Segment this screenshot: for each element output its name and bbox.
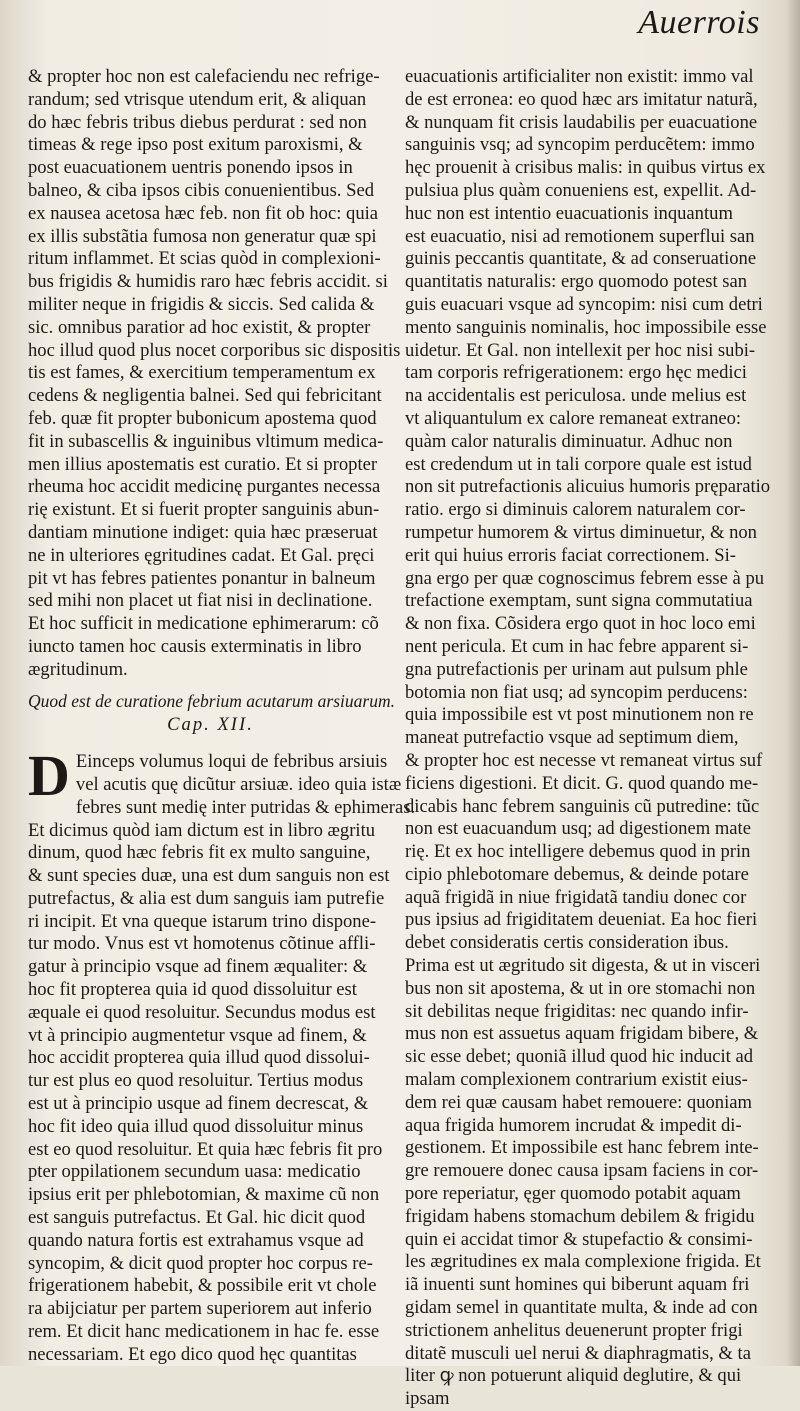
page-edge-shadow — [786, 0, 800, 1366]
text-line: rię. Et ex hoc intelligere debemus quod in prin — [405, 841, 751, 863]
text-line: hoc illud quod plus nocet corporibus sic dispositis — [28, 339, 401, 361]
text-line: pter oppilationem secundum uasa: medicatio — [28, 1161, 361, 1183]
text-line: euacuationis artificialiter non existit: immo val — [405, 66, 754, 87]
text-line: ægritudinum. — [28, 658, 128, 680]
text-line: uidetur. Et Gal. non intellexit per hoc nisi subi- — [405, 339, 756, 361]
text-line: syncopim, & dicit quod propter hoc corpus re- — [28, 1252, 373, 1274]
text-line: quantitatis naturalis: ergo quomodo potest san — [405, 271, 748, 293]
text-line: tam corporis refrigerationem: ergo hęc medici — [405, 362, 747, 384]
text-line: na accidentalis est periculosa. unde melius est — [405, 385, 747, 407]
text-line: balneo, & ciba ipsos cibis conuenientibus. Sed — [28, 179, 374, 201]
text-line: æquale ei quod resoluitur. Secundus modus est — [28, 1001, 376, 1023]
text-line: ipsam — [405, 1388, 450, 1410]
text-line: tur modo. Vnus est vt homotenus cõtinue affli- — [28, 933, 376, 955]
text-line: & propter hoc non est calefaciendu nec refrige- — [28, 66, 380, 87]
text-line: tur est plus eo quod resoluitur. Tertius modus — [28, 1070, 364, 1092]
chapter-body — [28, 743, 416, 1367]
text-line: liter ꝙ non potuerunt aliquid deglutire, & qui — [405, 1365, 742, 1387]
text-line: ritum inflammet. Et scias quòd in complexioni- — [28, 248, 381, 270]
text-line: iuncto tamen hoc causis exterminatis in libro — [28, 635, 362, 657]
text-line: rumpetur humorem & virtus diminuetur, & non — [405, 521, 757, 543]
chapter-number: Cap. XII. — [167, 714, 254, 736]
text-line: & propter hoc est necesse vt remaneat virtus suf — [405, 749, 763, 771]
text-line: Einceps volumus loqui de febribus arsiuis — [75, 751, 388, 773]
text-line: ratio. ergo si diminuis calorem naturalem cor- — [405, 499, 746, 521]
text-line: erit qui huius erroris faciat correctionem. Si- — [405, 544, 736, 566]
text-line: & nunquam fit crisis laudabilis per euacuatione — [405, 111, 758, 133]
text-line: est eo quod resoluitur. Et quia hæc febris fit pro — [28, 1138, 383, 1160]
text-line: hęc prouenit à crisibus malis: in quibus virtus ex — [405, 157, 766, 179]
text-line: fit in subascellis & inguinibus vltimum medica- — [28, 430, 384, 452]
text-line: febres sunt medię inter putridas & ephimeras. — [75, 796, 416, 818]
text-line: vel acutis quę dicũtur arsiuæ. ideo quia istæ — [75, 773, 402, 795]
text-line: vt aliquantulum ex calore remaneat extraneo: — [405, 407, 742, 429]
text-line: men illius apostematis est curatio. Et si propter — [28, 453, 378, 475]
text-line: tis est fames, & exercitium temperamentum ex — [28, 362, 376, 384]
text-line: rheuma hoc accidit medicinę purgantes necessa — [28, 476, 381, 498]
text-line: est ut à principio usque ad finem decrescat, & — [28, 1093, 369, 1115]
text-line: putrefactus, & alia est dum sanguis iam putrefie — [28, 887, 385, 909]
text-line: sed mihi non placet ut fiat nisi in declinatione. — [28, 590, 373, 612]
text-line: timeas & rege ipso post exitum paroxismi, & — [28, 134, 363, 156]
text-line: cedens & negligentia balnei. Sed qui febricitant — [28, 385, 382, 407]
text-line: gna ergo per quæ cognoscimus febrem esse à pu — [405, 567, 765, 589]
text-line: gna putrefactionis per urinam aut pulsum phle — [405, 658, 748, 680]
text-line: dantiam minutione indiget: quia hæc præseruat — [28, 521, 378, 543]
text-line: quando natura fortis est extrahamus vsque ad — [28, 1229, 364, 1251]
text-line: ex illis substãtia fumosa non generatur quæ spi — [28, 225, 377, 247]
text-line: non sit putrefactionis alicuius humoris pręparatio — [405, 476, 771, 498]
text-line: est euacuatio, nisi ad remotionem superflui san — [405, 225, 755, 247]
text-line: ex nausea acetosa hæc feb. non fit ob hoc: quia — [28, 202, 379, 224]
text-line: pus ipsius ad frigiditatem deueniat. Ea hoc fieri — [405, 909, 758, 931]
text-line: Et hoc sufficit in medicatione ephimerarum: cõ — [28, 613, 379, 635]
text-line: de est erronea: eo quod hæc ars imitatur naturã, — [405, 88, 758, 110]
text-line: hoc fit ideo quia illud quod dissoluitur minus — [28, 1115, 364, 1137]
left-column-text-before — [28, 66, 401, 682]
text-line: cipio phlebotomare debemus, & deinde potare — [405, 863, 749, 885]
text-line: iã inuenti sunt homines qui biberunt aquam fri — [405, 1274, 750, 1296]
text-line: pore reperiatur, ęger quomodo potabit aquam — [405, 1183, 741, 1205]
text-line: strictionem anhelitus deuenerunt propter frigi — [405, 1319, 743, 1341]
text-line: guinis peccantis quantitate, & ad conseruatione — [405, 248, 757, 270]
text-line: randum; sed vtrisque utendum erit, & aliquan — [28, 88, 367, 110]
text-line: malam complexionem contrarium existit eius- — [405, 1069, 748, 1091]
text-line: sic. omnibus paratior ad hoc existit, & propter — [28, 316, 371, 338]
text-line: gidam semel in quantitate multa, & inde ad con — [405, 1297, 758, 1319]
text-line: ne in ulteriores ęgritudines cadat. Et Gal. pręci — [28, 544, 375, 566]
text-line: militer neque in frigidis & siccis. Sed calida & — [28, 293, 375, 315]
running-head: Auerrois — [638, 4, 760, 41]
text-line: gatur à principio vsque ad finem æqualiter: & — [28, 956, 368, 978]
text-line: gre remouere donec causa ipsam faciens in cor- — [405, 1160, 759, 1182]
text-line: dem rei quæ causam habet remouere: quoniam — [405, 1091, 752, 1113]
chapter-title: Quod est de curatione febrium acutarum arsiuarum. — [28, 690, 395, 711]
left-column — [28, 66, 416, 1367]
text-line: les ægritudines ex mala complexione frigida. Et — [405, 1251, 761, 1273]
text-line: sic esse debet; quoniã illud quod hic inducit ad — [405, 1046, 754, 1068]
text-line: bus non sit apostema, & ut in ore stomachi non — [405, 977, 756, 999]
text-line: necessariam. Et ego dico quod hęc quantitas — [28, 1343, 357, 1365]
text-line: guis euacuari vsque ad syncopim: nisi cum detri — [405, 293, 763, 315]
text-line: feb. quæ fit propter bubonicum apostema quod — [28, 407, 377, 429]
text-line: dinum, quod hæc febris fit ex multo sanguine, — [28, 842, 371, 864]
text-line: trefactione exemptam, sunt signa commutatiua — [405, 590, 753, 612]
left-column-text-after — [28, 743, 416, 1367]
drop-cap: D — [28, 743, 70, 809]
text-line: Prima est ut ægritudo sit digesta, & ut in visceri — [405, 955, 761, 977]
text-line: & non fixa. Cõsidera ergo quot in hoc loco emi — [405, 613, 756, 635]
text-line: ra abijciatur per partem superiorem aut inferio — [28, 1298, 372, 1320]
text-line: botomia non fiat usq; ad syncopim perducens: — [405, 681, 748, 703]
text-line: & sunt species duæ, una est dum sanguis non est — [28, 865, 390, 887]
text-line: hoc fit propterea quia id quod dissoluitur est — [28, 979, 357, 1001]
text-line: rię existunt. Et si fuerit propter sanguinis abun- — [28, 499, 380, 521]
text-line: mus non est assuetus aquam frigidam bibere, & — [405, 1023, 759, 1045]
text-line: non est euacuandum usq; ad digestionem mate — [405, 818, 751, 840]
text-line: bus frigidis & humidis raro hæc febris accidit. si — [28, 271, 388, 293]
text-line: est sanguis putrefactus. Et Gal. hic dicit quod — [28, 1207, 366, 1229]
text-line: do hæc febris tribus diebus perdurat : sed non — [28, 111, 367, 133]
text-line: pit vt has febres patientes ponantur in balneum — [28, 567, 376, 589]
text-line: sit debilitas neque frigiditas: nec quando infir- — [405, 1000, 749, 1022]
text-line: quia impossibile est vt post minutionem non re — [405, 704, 754, 726]
text-line: post euacuationem uentris ponendo ipsos in — [28, 157, 353, 179]
text-line: nent pericula. Et cum in hac febre apparent si- — [405, 635, 749, 657]
text-line: Et dicimus quòd iam dictum est in libro ægritu — [28, 819, 376, 841]
text-line: huc non est intentio euacuationis inquantum — [405, 202, 733, 224]
text-line: est credendum ut in tali corpore quale est istud — [405, 453, 752, 475]
text-line: quàm calor naturalis diminuatur. Adhuc non — [405, 430, 733, 452]
text-line: dicabis hanc febrem sanguinis cũ putredine: tũc — [405, 795, 760, 817]
text-line: ditatẽ musculi uel nerui & diaphragmatis, & ta — [405, 1342, 751, 1364]
text-line: frigerationem habebit, & possibile erit vt chole — [28, 1275, 377, 1297]
text-line: frigidam habens stomachum debilem & frigidu — [405, 1205, 755, 1227]
text-line: quin ei accidat timor & stupefactio & consimi- — [405, 1228, 753, 1250]
text-line: ficiens digestioni. Et dicit. G. quod quando me- — [405, 772, 759, 794]
text-line: ri incipit. Et vna queque istarum trino dispone- — [28, 910, 377, 932]
text-line: rem. Et dicit hanc medicationem in hac fe. esse — [28, 1321, 380, 1343]
right-column — [405, 66, 771, 1411]
text-line: debet consideratis certis consideration ibus. — [405, 932, 729, 954]
text-line: ipsius erit per phlebotomian, & maxime cũ non — [28, 1184, 380, 1206]
text-line: sanguinis vsq; ad syncopim perducẽtem: immo — [405, 134, 755, 156]
text-line: aquã frigidã in niue frigidatã tandiu donec cor — [405, 886, 747, 908]
text-line: maneat putrefactio vsque ad septimum diem, — [405, 727, 739, 749]
text-line: mento sanguinis nominalis, hoc impossibile esse — [405, 316, 767, 338]
text-line: gestionem. Et impossibile est hanc febrem inte- — [405, 1137, 759, 1159]
text-line: hoc accidit propterea quia illud quod dissolui- — [28, 1047, 370, 1069]
text-line: aqua frigida humorem incrudat & impedit di- — [405, 1114, 742, 1136]
text-line: pulsiua plus quàm conueniens est, expellit. Ad- — [405, 179, 757, 201]
right-column-text — [405, 66, 771, 1411]
text-line: vt à principio augmentetur vsque ad finem, & — [28, 1024, 367, 1046]
